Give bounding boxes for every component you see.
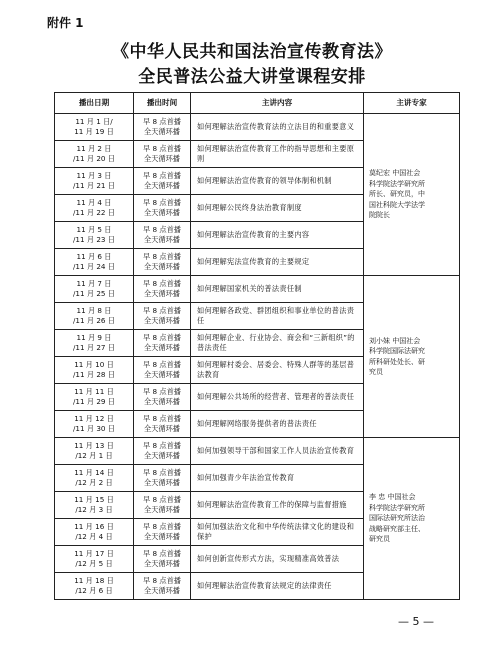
broadcast-date-cell bbox=[55, 465, 134, 492]
broadcast-time: 早 8 点首播 bbox=[143, 333, 181, 343]
broadcast-date: 11 月 8 日 bbox=[76, 306, 112, 316]
broadcast-date: /11 月 25 日 bbox=[73, 289, 115, 298]
lecture-topic: 如何加强领导干部和国家工作人员法治宣传教育 bbox=[191, 438, 364, 465]
broadcast-date: 11 月 15 日 bbox=[74, 495, 114, 505]
broadcast-time-cell bbox=[134, 330, 191, 357]
expert-bio-line: 科学院国际法研究 bbox=[369, 347, 425, 355]
lecture-topic: 如何创新宣传形式方法，实现精准高效普法 bbox=[191, 546, 364, 573]
broadcast-time: 全天循环播 bbox=[144, 586, 180, 595]
broadcast-time-cell bbox=[134, 546, 191, 573]
expert-bio-line: 科学院法学研究所 bbox=[369, 179, 425, 188]
broadcast-time: 早 8 点首播 bbox=[143, 441, 181, 451]
broadcast-time-cell bbox=[134, 249, 191, 276]
broadcast-time-cell bbox=[134, 222, 191, 249]
broadcast-time: 早 8 点首播 bbox=[143, 279, 181, 289]
broadcast-date-cell bbox=[55, 438, 134, 465]
lecture-topic: 如何理解公民终身法治教育制度 bbox=[191, 195, 364, 222]
broadcast-time: 全天循环播 bbox=[144, 478, 180, 487]
broadcast-date-cell bbox=[55, 276, 134, 303]
broadcast-date: 11 月 5 日 bbox=[76, 225, 112, 235]
broadcast-time: 全天循环播 bbox=[144, 127, 180, 136]
expert-bio-line: 李 忠 中国社会 bbox=[369, 493, 416, 502]
header-expert: 主讲专家 bbox=[364, 93, 460, 114]
broadcast-date-cell bbox=[55, 330, 134, 357]
expert-bio-line: 科学院法学研究所 bbox=[369, 503, 425, 512]
broadcast-time-cell bbox=[134, 114, 191, 141]
broadcast-date: /12 月 5 日 bbox=[75, 559, 113, 568]
broadcast-date: 11 月 4 日 bbox=[76, 198, 112, 208]
lecture-topic: 如何理解企业、行业协会、商会和“三新组织”的普法责任 bbox=[191, 330, 364, 357]
broadcast-time: 早 8 点首播 bbox=[143, 360, 181, 370]
broadcast-date: 11 月 1 日/ bbox=[75, 117, 113, 127]
broadcast-time: 早 8 点首播 bbox=[143, 576, 181, 586]
broadcast-time-cell bbox=[134, 276, 191, 303]
broadcast-time-cell bbox=[134, 384, 191, 411]
lecture-topic: 如何理解村委会、居委会、特殊人群等的基层普法教育 bbox=[191, 357, 364, 384]
broadcast-date-cell bbox=[55, 249, 134, 276]
broadcast-time: 全天循环播 bbox=[144, 370, 180, 379]
broadcast-date: /11 月 27 日 bbox=[73, 343, 115, 352]
broadcast-time: 早 8 点首播 bbox=[143, 387, 181, 397]
broadcast-date-cell bbox=[55, 573, 134, 600]
broadcast-date: /12 月 6 日 bbox=[75, 586, 113, 595]
broadcast-time: 早 8 点首播 bbox=[143, 117, 181, 127]
lecture-expert bbox=[364, 276, 460, 438]
broadcast-time: 全天循环播 bbox=[144, 181, 180, 190]
expert-bio-line: 院院长 bbox=[369, 211, 390, 220]
broadcast-time: 早 8 点首播 bbox=[143, 225, 181, 235]
lecture-topic: 如何理解各政党、群团组织和事业单位的普法责任 bbox=[191, 303, 364, 330]
broadcast-date: /11 月 24 日 bbox=[73, 262, 115, 271]
lecture-topic: 如何理解网络服务提供者的普法责任 bbox=[191, 411, 364, 438]
expert-bio-line: 刘小妹 中国社会 bbox=[369, 336, 421, 345]
expert-bio-line: 所长、研究员，中 bbox=[369, 190, 425, 199]
lecture-topic: 如何加强法治文化和中华传统法律文化的建设和保护 bbox=[191, 519, 364, 546]
broadcast-date: 11 月 6 日 bbox=[76, 252, 112, 262]
broadcast-date: 11 月 17 日 bbox=[74, 549, 114, 559]
broadcast-date: 11 月 2 日 bbox=[76, 144, 112, 154]
expert-bio-line: 国社科院大学法学 bbox=[369, 200, 425, 209]
broadcast-date-cell bbox=[55, 222, 134, 249]
broadcast-time: 全天循环播 bbox=[144, 343, 180, 352]
lecture-topic: 如何理解法治宣传教育法的立法目的和重要意义 bbox=[191, 114, 364, 141]
lecture-topic: 如何理解法治宣传教育的主要内容 bbox=[191, 222, 364, 249]
broadcast-time: 全天循环播 bbox=[144, 505, 180, 514]
broadcast-date-cell bbox=[55, 492, 134, 519]
document-title: 《中华人民共和国法治宣传教育法》 bbox=[112, 42, 392, 62]
broadcast-time: 早 8 点首播 bbox=[143, 171, 181, 181]
attachment-label: 附件 1 bbox=[47, 16, 84, 30]
broadcast-time: 全天循环播 bbox=[144, 532, 180, 541]
broadcast-date-cell bbox=[55, 546, 134, 573]
broadcast-date: 11 月 10 日 bbox=[74, 360, 114, 370]
broadcast-time-cell bbox=[134, 519, 191, 546]
document-subtitle: 全民普法公益大讲堂课程安排 bbox=[138, 67, 366, 87]
expert-bio-line: 所科研处处长、研 bbox=[369, 357, 425, 366]
broadcast-date-cell bbox=[55, 519, 134, 546]
broadcast-time-cell bbox=[134, 492, 191, 519]
broadcast-time-cell bbox=[134, 438, 191, 465]
broadcast-date-cell bbox=[55, 411, 134, 438]
broadcast-date-cell bbox=[55, 114, 134, 141]
broadcast-time: 早 8 点首播 bbox=[143, 306, 181, 316]
broadcast-time: 全天循环播 bbox=[144, 208, 180, 217]
broadcast-date: /11 月 20 日 bbox=[73, 154, 115, 163]
broadcast-date: /12 月 4 日 bbox=[75, 532, 113, 541]
broadcast-time: 早 8 点首播 bbox=[143, 522, 181, 532]
broadcast-date: /11 月 23 日 bbox=[73, 235, 115, 244]
broadcast-time-cell bbox=[134, 411, 191, 438]
broadcast-time-cell bbox=[134, 303, 191, 330]
broadcast-date: /12 月 2 日 bbox=[75, 478, 113, 487]
broadcast-time: 早 8 点首播 bbox=[143, 468, 181, 478]
broadcast-time: 早 8 点首播 bbox=[143, 252, 181, 262]
expert-bio-line: 莫纪宏 中国社会 bbox=[369, 169, 421, 178]
expert-bio-line: 战略研究部主任、 bbox=[369, 524, 425, 533]
broadcast-date: /11 月 22 日 bbox=[73, 208, 115, 217]
broadcast-time: 早 8 点首播 bbox=[143, 414, 181, 424]
broadcast-date: 11 月 16 日 bbox=[74, 522, 114, 532]
table-header-row bbox=[55, 93, 460, 114]
expert-bio-line: 究员 bbox=[369, 368, 383, 376]
expert-bio-line: 研究员 bbox=[369, 535, 390, 544]
broadcast-time: 早 8 点首播 bbox=[143, 495, 181, 505]
header-date: 播出日期 bbox=[55, 93, 134, 114]
broadcast-time: 全天循环播 bbox=[144, 397, 180, 406]
broadcast-time: 全天循环播 bbox=[144, 559, 180, 568]
broadcast-date: 11 月 12 日 bbox=[74, 414, 114, 424]
broadcast-date: 11 月 13 日 bbox=[74, 441, 114, 451]
table-row bbox=[55, 276, 460, 303]
broadcast-time-cell bbox=[134, 573, 191, 600]
header-time: 播出时间 bbox=[134, 93, 191, 114]
header-topic: 主讲内容 bbox=[191, 93, 364, 114]
broadcast-date: /11 月 26 日 bbox=[73, 316, 115, 325]
broadcast-date: /11 月 28 日 bbox=[73, 370, 115, 379]
lecture-topic: 如何理解法治宣传教育工作的指导思想和主要原则 bbox=[191, 141, 364, 168]
broadcast-date: 11 月 9 日 bbox=[76, 333, 112, 343]
lecture-topic: 如何理解法治宣传教育工作的保障与监督措施 bbox=[191, 492, 364, 519]
table-row bbox=[55, 438, 460, 465]
broadcast-time: 全天循环播 bbox=[144, 316, 180, 325]
broadcast-date-cell bbox=[55, 303, 134, 330]
lecture-topic: 如何加强青少年法治宣传教育 bbox=[191, 465, 364, 492]
broadcast-time-cell bbox=[134, 195, 191, 222]
broadcast-date: /11 月 30 日 bbox=[73, 424, 115, 433]
broadcast-date: /12 月 1 日 bbox=[75, 451, 113, 460]
broadcast-time: 全天循环播 bbox=[144, 424, 180, 433]
schedule-table bbox=[54, 92, 460, 600]
broadcast-date: 11 月 3 日 bbox=[76, 171, 112, 181]
broadcast-time-cell bbox=[134, 465, 191, 492]
broadcast-date-cell bbox=[55, 357, 134, 384]
broadcast-time: 全天循环播 bbox=[144, 235, 180, 244]
broadcast-time-cell bbox=[134, 168, 191, 195]
broadcast-date: 11 月 11 日 bbox=[74, 387, 114, 397]
broadcast-time: 全天循环播 bbox=[144, 154, 180, 163]
lecture-topic: 如何理解宪法宣传教育的主要规定 bbox=[191, 249, 364, 276]
broadcast-time-cell bbox=[134, 141, 191, 168]
broadcast-date: /11 月 29 日 bbox=[73, 397, 115, 406]
lecture-topic: 如何理解公共场所的经营者、管理者的普法责任 bbox=[191, 384, 364, 411]
broadcast-date: 11 月 19 日 bbox=[74, 127, 114, 136]
broadcast-date-cell bbox=[55, 141, 134, 168]
expert-bio-line: 国际法研究所法治 bbox=[369, 514, 425, 523]
broadcast-time: 全天循环播 bbox=[144, 289, 180, 298]
page-number: — 5 — bbox=[398, 615, 434, 628]
schedule-body bbox=[55, 114, 460, 600]
broadcast-time: 全天循环播 bbox=[144, 262, 180, 271]
broadcast-date-cell bbox=[55, 384, 134, 411]
broadcast-date: 11 月 14 日 bbox=[74, 468, 114, 478]
lecture-topic: 如何理解国家机关的普法责任制 bbox=[191, 276, 364, 303]
table-row bbox=[55, 114, 460, 141]
broadcast-time-cell bbox=[134, 357, 191, 384]
broadcast-time: 全天循环播 bbox=[144, 451, 180, 460]
lecture-expert bbox=[364, 438, 460, 600]
broadcast-date: 11 月 18 日 bbox=[74, 576, 114, 586]
broadcast-time: 早 8 点首播 bbox=[143, 144, 181, 154]
broadcast-date: 11 月 7 日 bbox=[76, 279, 112, 289]
broadcast-date-cell bbox=[55, 168, 134, 195]
broadcast-date: /12 月 3 日 bbox=[75, 505, 113, 514]
broadcast-time: 早 8 点首播 bbox=[143, 198, 181, 208]
lecture-expert bbox=[364, 114, 460, 276]
broadcast-date-cell bbox=[55, 195, 134, 222]
broadcast-time: 早 8 点首播 bbox=[143, 549, 181, 559]
lecture-topic: 如何理解法治宣传教育的领导体制和机制 bbox=[191, 168, 364, 195]
lecture-topic: 如何理解法治宣传教育法规定的法律责任 bbox=[191, 573, 364, 600]
broadcast-date: /11 月 21 日 bbox=[73, 181, 115, 190]
